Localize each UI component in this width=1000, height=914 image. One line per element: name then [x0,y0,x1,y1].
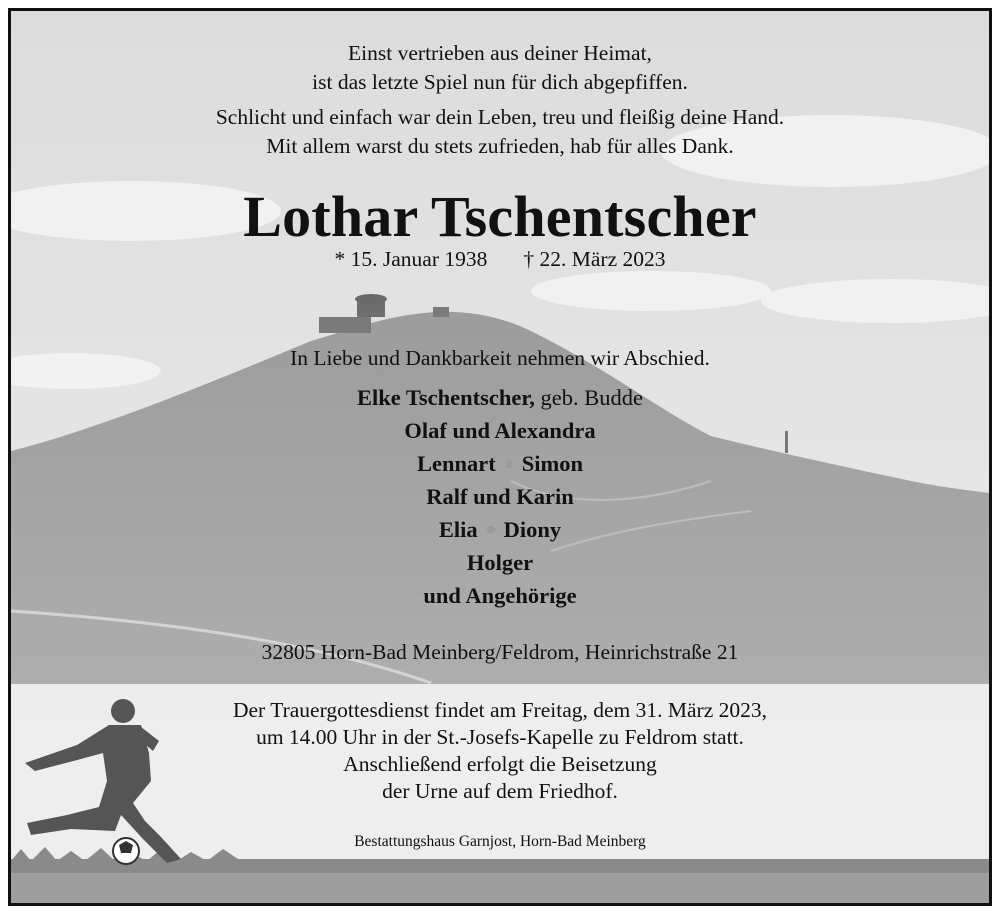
list-item: Ralf und Karin [426,484,574,509]
farewell-text: In Liebe und Dankbarkeit nehmen wir Abschied. [290,346,710,370]
bullet-icon [487,526,495,534]
grandchild-name: Lennart [416,451,496,476]
service-info [11,697,989,805]
bullet-icon [505,460,513,468]
death-date: † 22. März 2023 [523,247,666,271]
undertaker: Bestattungshaus Garnjost, Horn-Bad Meinberg [354,833,646,850]
list-item: Olaf und Alexandra [404,418,596,443]
list-item: und Angehörige [423,583,577,608]
life-dates [11,244,989,274]
service-line: Der Trauergottesdienst findet am Freitag, dem 31. März 2023, [232,698,767,722]
deceased-name: Lothar Tschentscher [243,184,757,249]
service-line: Anschließend erfolgt die Beisetzung [343,752,657,776]
verse-line: Schlicht und einfach war dein Leben, treu und fleißig deine Hand. [215,105,785,129]
obituary-frame [8,8,992,906]
mourners-list [11,381,989,612]
list-item [11,513,989,546]
mourner-name: Elke Tschentscher, [356,385,535,410]
service-line: der Urne auf dem Friedhof. [382,779,618,803]
list-item: Holger [466,550,534,575]
verse-line: Mit allem warst du stets zufrieden, hab für alles Dank. [266,134,734,158]
birth-date: * 15. Januar 1938 [334,247,488,271]
list-item [11,381,989,414]
grandchild-name: Simon [521,451,584,476]
service-line: um 14.00 Uhr in der St.-Josefs-Kapelle zu Feldrom statt. [256,725,744,749]
address: 32805 Horn-Bad Meinberg/Feldrom, Heinrichstraße 21 [261,640,739,664]
grandchild-name: Elia [438,517,478,542]
list-item [11,447,989,480]
verse-line: Einst vertrieben aus deiner Heimat, [348,41,652,65]
mourner-note: geb. Budde [540,385,644,410]
verse-line: ist das letzte Spiel nun für dich abgepfiffen. [312,70,688,94]
grandchild-name: Diony [503,517,562,542]
verse [11,39,989,161]
